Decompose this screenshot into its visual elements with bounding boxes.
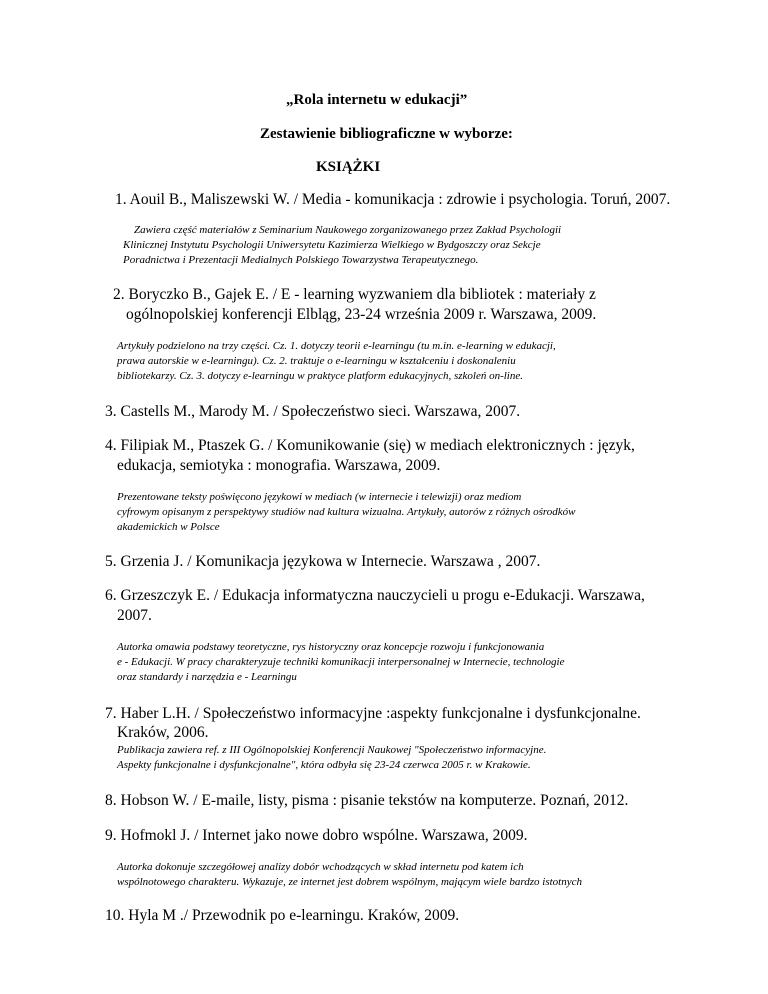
entry-4-annotation-line: Prezentowane teksty poświęcono językowi w mediach (w internecie i telewizji) oraz mediom (117, 491, 522, 503)
bibliography-entry-2: 2. Boryczko B., Gajek E. / E - learning wyzwaniem dla bibliotek : materiały z (113, 286, 596, 303)
entry-4-annotation-line: akademickich w Polsce (117, 521, 220, 533)
entry-6-annotation-line: Autorka omawia podstawy teoretyczne, rys historyczny oraz koncepcje rozwoju i funkcjonowania (117, 641, 545, 653)
bibliography-entry-6-continued: 2007. (117, 607, 152, 624)
bibliography-entry-4: 4. Filipiak M., Ptaszek G. / Komunikowanie (się) w mediach elektronicznych : język, (105, 437, 635, 454)
entry-1-annotation-line: Klinicznej Instytutu Psychologii Uniwersytetu Kazimierza Wielkiego w Bydgoszczy oraz Sekcje (123, 239, 541, 251)
document-title: „Rola internetu w edukacji” (286, 92, 468, 108)
entry-1-annotation-line: Zawiera część materiałów z Seminarium Naukowego zorganizowanego przez Zakład Psychologii (134, 224, 562, 236)
entry-2-annotation-line: Artykuły podzielono na trzy części. Cz. 1. dotyczy teorii e-learningu (tu m.in. e-learning w edukacji, (117, 340, 556, 352)
bibliography-entry-9: 9. Hofmokl J. / Internet jako nowe dobro wspólne. Warszawa, 2009. (105, 827, 528, 844)
entry-2-annotation-line: bibliotekarzy. Cz. 3. dotyczy e-learningu w praktyce platform edukacyjnych, szkoleń on-line. (117, 370, 523, 382)
entry-1-annotation-line: Poradnictwa i Prezentacji Medialnych Polskiego Towarzystwa Terapeutycznego. (123, 254, 479, 266)
bibliography-entry-6: 6. Grzeszczyk E. / Edukacja informatyczna nauczycieli u progu e-Edukacji. Warszawa, (105, 587, 645, 604)
bibliography-entry-7: 7. Haber L.H. / Społeczeństwo informacyjne :aspekty funkcjonalne i dysfunkcjonalne. (105, 705, 641, 722)
entry-9-annotation-line: wspólnotowego charakteru. Wykazuje, ze internet jest dobrem wspólnym, mającym wiele bardzo istotnych (117, 876, 582, 888)
entry-6-annotation-line: e - Edukacji. W pracy charakteryzuje techniki komunikacji interpersonalnej w Internecie, technologie (117, 656, 565, 668)
entry-9-annotation-line: Autorka dokonuje szczegółowej analizy dobór wchodzących w skład internetu pod katem ich (117, 861, 524, 873)
bibliography-entry-1: 1. Aouil B., Maliszewski W. / Media - komunikacja : zdrowie i psychologia. Toruń, 2007. (115, 191, 671, 208)
section-heading: KSIĄŻKI (316, 159, 381, 175)
bibliography-entry-2-continued: ogólnopolskiej konferencji Elbląg, 23-24 września 2009 r. Warszawa, 2009. (126, 306, 597, 323)
bibliography-entry-3: 3. Castells M., Marody M. / Społeczeństwo sieci. Warszawa, 2007. (105, 403, 521, 420)
entry-2-annotation-line: prawa autorskie w e-learningu). Cz. 2. traktuje o e-learningu w kształceniu i doskonaleniu (117, 355, 516, 367)
bibliography-entry-5: 5. Grzenia J. / Komunikacja językowa w Internecie. Warszawa , 2007. (105, 553, 541, 570)
bibliography-entry-7-continued: Kraków, 2006. (117, 724, 209, 741)
entry-7-annotation-line: Aspekty funkcjonalne i dysfunkcjonalne", która odbyła się 23-24 czerwca 2005 r. w Krakowie. (117, 759, 531, 771)
document-subtitle: Zestawienie bibliograficzne w wyborze: (260, 126, 513, 142)
bibliography-entry-4-continued: edukacja, semiotyka : monografia. Warszawa, 2009. (117, 457, 441, 474)
entry-7-annotation-line: Publikacja zawiera ref. z III Ogólnopolskiej Konferencji Naukowej "Społeczeństwo informacyjne. (117, 744, 547, 756)
bibliography-entry-10: 10. Hyla M ./ Przewodnik po e-learningu. Kraków, 2009. (105, 907, 460, 924)
entry-6-annotation-line: oraz standardy i narzędzia e - Learningu (117, 671, 297, 683)
entry-4-annotation-line: cyfrowym opisanym z perspektywy studiów nad kultura wizualna. Artykuły, autorów z różnych ośrodków (117, 506, 576, 518)
bibliography-entry-8: 8. Hobson W. / E-maile, listy, pisma : pisanie tekstów na komputerze. Poznań, 2012. (105, 792, 629, 809)
